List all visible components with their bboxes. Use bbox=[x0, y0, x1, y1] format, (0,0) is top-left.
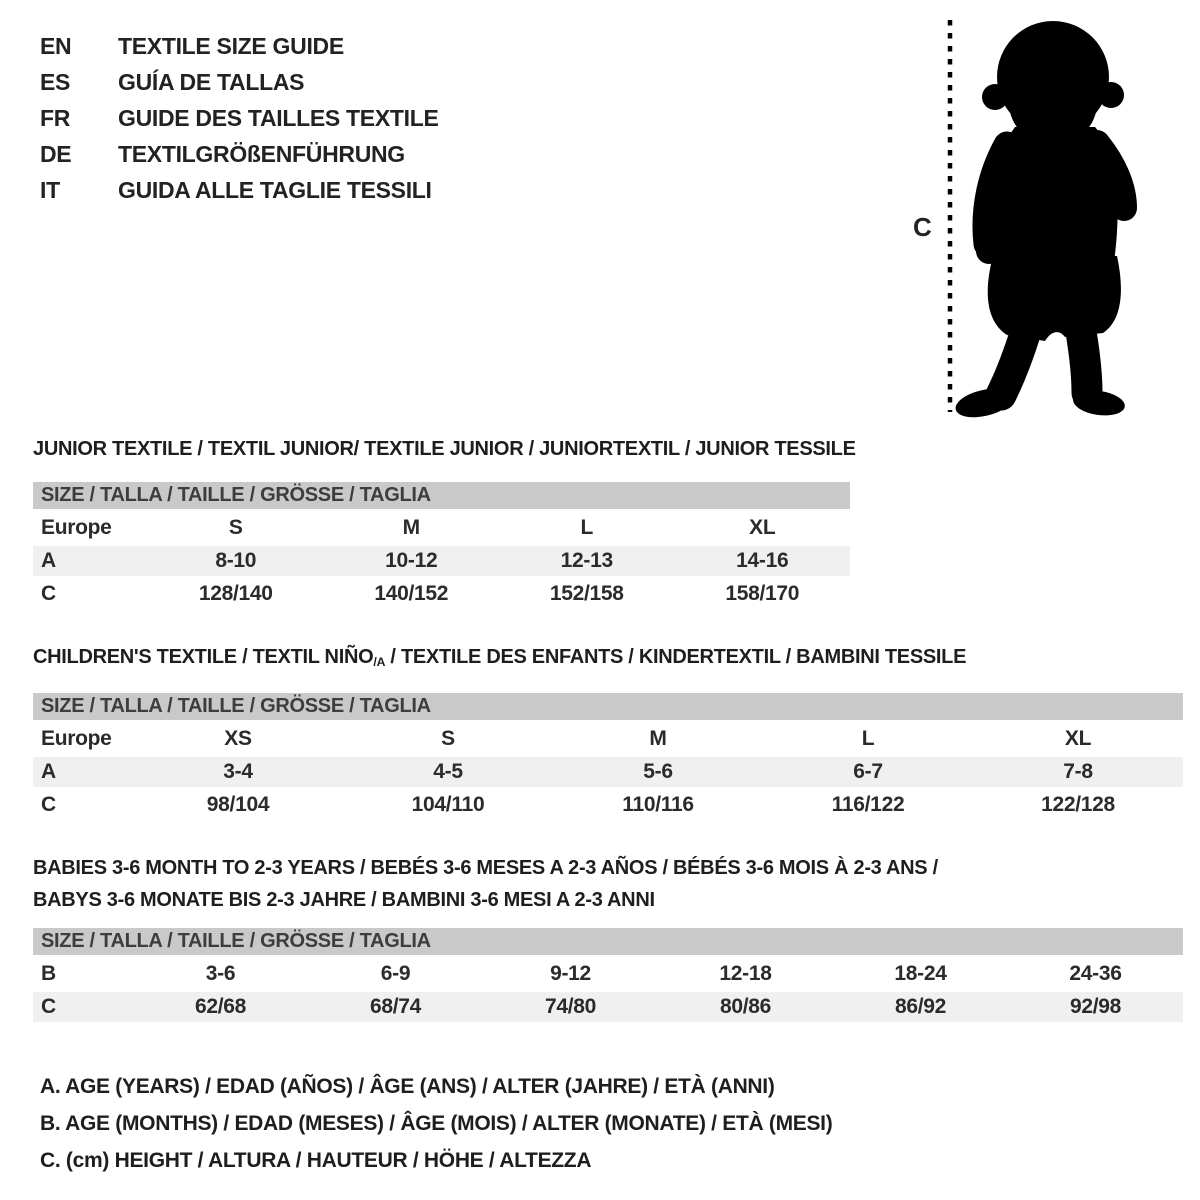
size-header-label: SIZE / TALLA / TAILLE / GRÖSSE / TAGLIA bbox=[41, 484, 431, 506]
table-cell: 62/68 bbox=[194, 995, 247, 1018]
table-cell: M bbox=[402, 516, 420, 539]
language-row bbox=[40, 28, 439, 64]
table-cell: 98/104 bbox=[206, 793, 270, 817]
language-row bbox=[40, 100, 439, 136]
language-title: GUÍA DE TALLAS bbox=[118, 69, 305, 95]
section-title-line bbox=[33, 645, 1183, 675]
title-text: JUNIOR TEXTILE / TEXTIL JUNIOR/ TEXTILE JUNIOR / JUNIORTEXTIL / JUNIOR TESSILE bbox=[33, 438, 856, 460]
section-title bbox=[33, 437, 856, 462]
size-header-bar bbox=[33, 482, 850, 509]
row-label: Europe bbox=[41, 516, 112, 539]
section-title-line bbox=[33, 884, 1183, 916]
table-cell: 12-13 bbox=[560, 549, 613, 572]
table-cell: XS bbox=[224, 727, 252, 751]
babies-size-table bbox=[33, 959, 1183, 1022]
toddler-silhouette bbox=[953, 21, 1127, 422]
section-babies-textile bbox=[33, 852, 1183, 1025]
title-text: CHILDREN'S TEXTILE / TEXTIL NIÑO bbox=[33, 646, 374, 668]
row-label: B bbox=[41, 962, 56, 985]
table-cell: 86/92 bbox=[894, 995, 947, 1018]
language-code: FR bbox=[40, 105, 71, 131]
language-code: ES bbox=[40, 69, 71, 95]
table-cell: 128/140 bbox=[198, 582, 273, 605]
title-text: / TEXTILE DES ENFANTS / KINDERTEXTIL / BAMBINI TESSILE bbox=[385, 646, 967, 668]
table-cell: 104/110 bbox=[411, 793, 485, 817]
language-list bbox=[40, 28, 439, 208]
table-cell: 80/86 bbox=[719, 995, 772, 1018]
table-cell: S bbox=[441, 727, 455, 751]
table-row-a bbox=[33, 757, 1183, 787]
table-row-b bbox=[33, 959, 1183, 989]
childrens-size-table bbox=[33, 724, 1183, 820]
table-cell: L bbox=[861, 727, 875, 751]
section-junior-textile bbox=[33, 437, 856, 612]
table-cell: 18-24 bbox=[894, 962, 947, 985]
table-cell: 68/74 bbox=[369, 995, 422, 1018]
language-title: TEXTILGRÖßENFÜHRUNG bbox=[118, 141, 405, 167]
table-cell: L bbox=[580, 516, 594, 539]
section-title-line bbox=[33, 852, 1183, 884]
legend-line-a: A. AGE (YEARS) / EDAD (AÑOS) / ÂGE (ANS) / ALTER (JAHRE) / ETÀ (ANNI) bbox=[40, 1075, 775, 1098]
table-cell: 12-18 bbox=[719, 962, 772, 985]
table-cell: 110/116 bbox=[622, 793, 694, 817]
toddler-silhouette-figure bbox=[898, 4, 1160, 428]
size-header-bar bbox=[33, 928, 1183, 955]
title-text: BABIES 3-6 MONTH TO 2-3 YEARS / BEBÉS 3-6 MESES A 2-3 AÑOS / BÉBÉS 3-6 MOIS À 2-3 ANS / bbox=[33, 857, 938, 879]
measurement-legend bbox=[40, 1068, 832, 1179]
table-cell: 9-12 bbox=[550, 962, 591, 985]
language-row bbox=[40, 136, 439, 172]
language-code: EN bbox=[40, 33, 72, 59]
table-row-europe bbox=[33, 513, 850, 543]
table-cell: XL bbox=[749, 516, 776, 539]
junior-size-table bbox=[33, 513, 850, 609]
size-header-label: SIZE / TALLA / TAILLE / GRÖSSE / TAGLIA bbox=[41, 930, 431, 952]
table-cell: 158/170 bbox=[725, 582, 800, 605]
table-cell: 8-10 bbox=[215, 549, 257, 572]
table-cell: 3-4 bbox=[223, 760, 253, 784]
language-title: GUIDE DES TAILLES TEXTILE bbox=[118, 105, 439, 131]
language-code: IT bbox=[40, 177, 60, 203]
language-title: TEXTILE SIZE GUIDE bbox=[118, 33, 344, 59]
table-cell: S bbox=[228, 516, 243, 539]
table-cell: 5-6 bbox=[643, 760, 673, 784]
size-header-label: SIZE / TALLA / TAILLE / GRÖSSE / TAGLIA bbox=[41, 695, 431, 718]
language-row bbox=[40, 64, 439, 100]
legend-line-b: B. AGE (MONTHS) / EDAD (MESES) / ÂGE (MOIS) / ALTER (MONATE) / ETÀ (MESI) bbox=[40, 1112, 833, 1135]
table-cell: 140/152 bbox=[374, 582, 449, 605]
table-cell: 6-7 bbox=[853, 760, 883, 784]
height-measure-label: C bbox=[913, 212, 932, 242]
language-row bbox=[40, 172, 439, 208]
title-text: BABYS 3-6 MONATE BIS 2-3 JAHRE / BAMBINI 3-6 MESI A 2-3 ANNI bbox=[33, 889, 655, 911]
row-label: A bbox=[41, 760, 56, 784]
table-row-europe bbox=[33, 724, 1183, 754]
section-childrens-textile bbox=[33, 645, 1183, 823]
table-row-c bbox=[33, 790, 1183, 820]
language-title: GUIDA ALLE TAGLIE TESSILI bbox=[118, 177, 432, 203]
row-label: A bbox=[41, 549, 56, 572]
section-title bbox=[33, 645, 1183, 675]
language-code: DE bbox=[40, 141, 72, 167]
table-cell: 10-12 bbox=[385, 549, 438, 572]
table-cell: XL bbox=[1064, 727, 1092, 751]
legend-line-c: C. (cm) HEIGHT / ALTURA / HAUTEUR / HÖHE / ALTEZZA bbox=[40, 1149, 592, 1172]
row-label: Europe bbox=[41, 727, 112, 751]
table-cell: 14-16 bbox=[736, 549, 789, 572]
row-label: C bbox=[41, 793, 56, 817]
table-row-c bbox=[33, 992, 1183, 1022]
section-title-line bbox=[33, 437, 856, 462]
table-cell: M bbox=[649, 727, 667, 751]
table-row-c bbox=[33, 579, 850, 609]
table-cell: 74/80 bbox=[544, 995, 597, 1018]
table-cell: 122/128 bbox=[1041, 793, 1115, 817]
table-cell: 24-36 bbox=[1069, 962, 1122, 985]
table-cell: 3-6 bbox=[205, 962, 236, 985]
table-row-a bbox=[33, 546, 850, 576]
size-header-bar bbox=[33, 693, 1183, 720]
row-label: C bbox=[41, 995, 56, 1018]
table-cell: 152/158 bbox=[549, 582, 624, 605]
section-title bbox=[33, 852, 1183, 916]
row-label: C bbox=[41, 582, 56, 605]
title-subscript: /A bbox=[373, 655, 386, 670]
table-cell: 6-9 bbox=[380, 962, 411, 985]
table-cell: 7-8 bbox=[1063, 760, 1093, 784]
table-cell: 116/122 bbox=[831, 793, 905, 817]
table-cell: 4-5 bbox=[433, 760, 463, 784]
table-cell: 92/98 bbox=[1069, 995, 1122, 1018]
